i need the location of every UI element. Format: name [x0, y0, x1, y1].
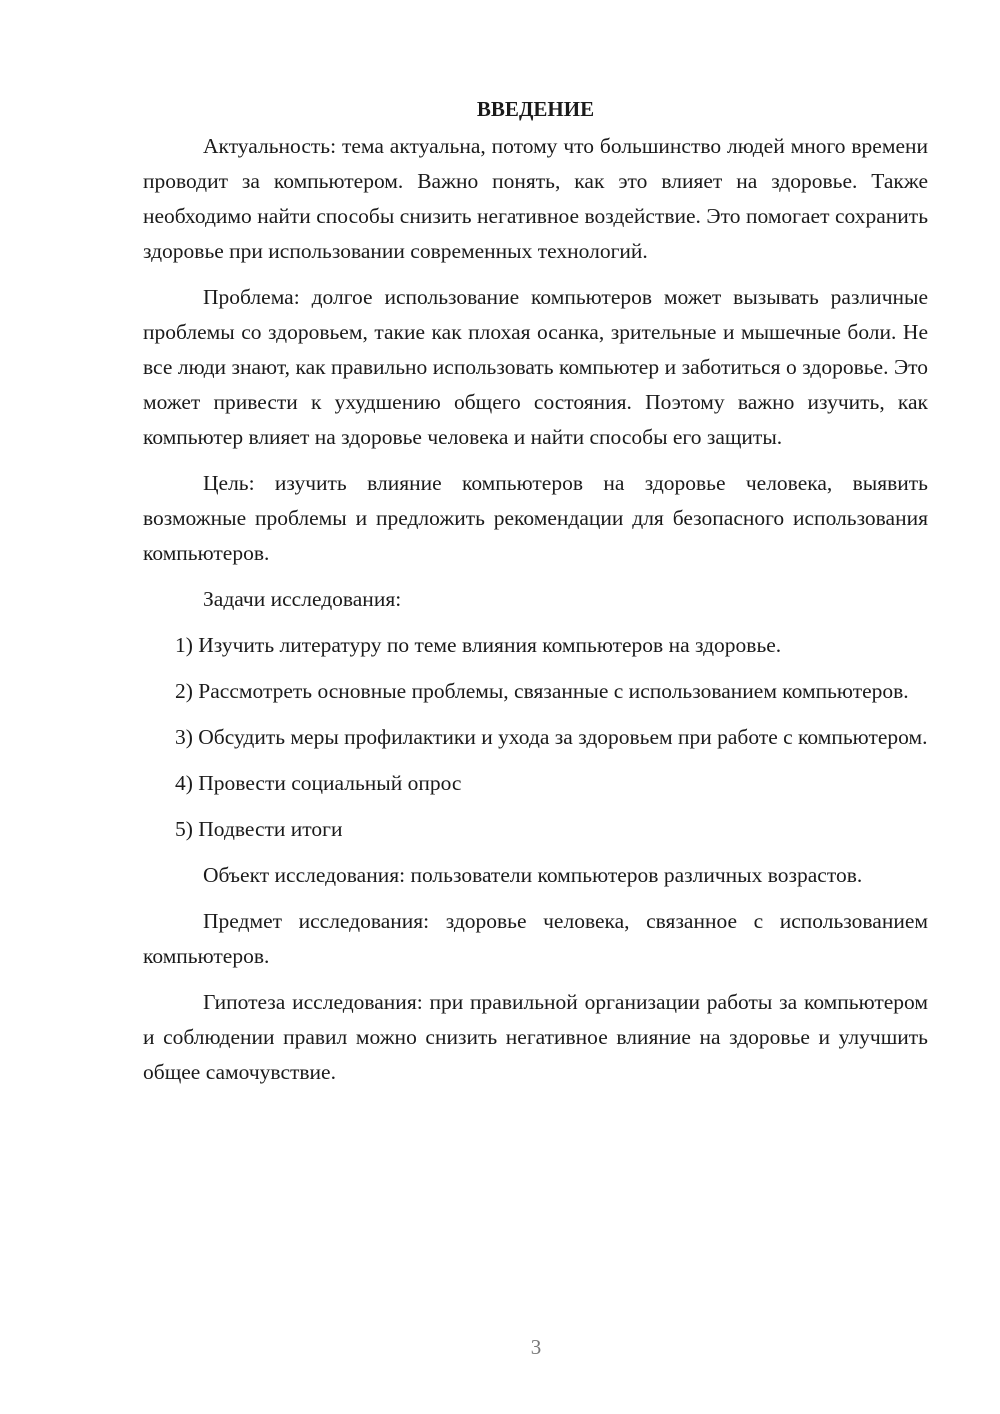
subject-paragraph: Предмет исследования: здоровье человека, связанное с использованием компьютеров. [143, 909, 928, 968]
hypothesis-paragraph: Гипотеза исследования: при правильной организации работы за компьютером и соблюдении правил можно снизить негативное влияние на здоровье и улучшить общее самочувствие. [143, 990, 928, 1084]
section-title: ВВЕДЕНИЕ [476, 97, 595, 121]
task-item-3: 3) Обсудить меры профилактики и ухода за здоровьем при работе с компьютером. [175, 725, 928, 749]
task-item-4: 4) Провести социальный опрос [175, 771, 462, 795]
task-item-5: 5) Подвести итоги [175, 817, 343, 841]
task-item-1: 1) Изучить литературу по теме влияния компьютеров на здоровье. [175, 633, 782, 657]
page-number: 3 [530, 1335, 542, 1359]
tasks-heading: Задачи исследования: [203, 587, 402, 611]
goal-paragraph: Цель: изучить влияние компьютеров на здоровье человека, выявить возможные проблемы и предложить рекомендации для безопасного использования компьютеров. [143, 471, 928, 565]
object-paragraph: Объект исследования: пользователи компьютеров различных возрастов. [203, 863, 863, 887]
problem-paragraph: Проблема: долгое использование компьютеров может вызывать различные проблемы со здоровьем, такие как плохая осанка, зрительные и мышечные боли. Не все люди знают, как правильно использовать компьютер и заботиться о здоровье. Это может привести к ухудшению общего состояния. Поэтому важно изучить, как компьютер влияет на здоровье человека и найти способы его защиты. [143, 285, 928, 449]
relevance-paragraph: Актуальность: тема актуальна, потому что большинство людей много времени проводит за компьютером. Важно понять, как это влияет на здоровье. Также необходимо найти способы снизить негативное воздействие. Это помогает сохранить здоровье при использовании современных технологий. [143, 134, 928, 263]
page-content [143, 92, 928, 1101]
task-item-2: 2) Рассмотреть основные проблемы, связанные с использованием компьютеров. [175, 679, 909, 703]
